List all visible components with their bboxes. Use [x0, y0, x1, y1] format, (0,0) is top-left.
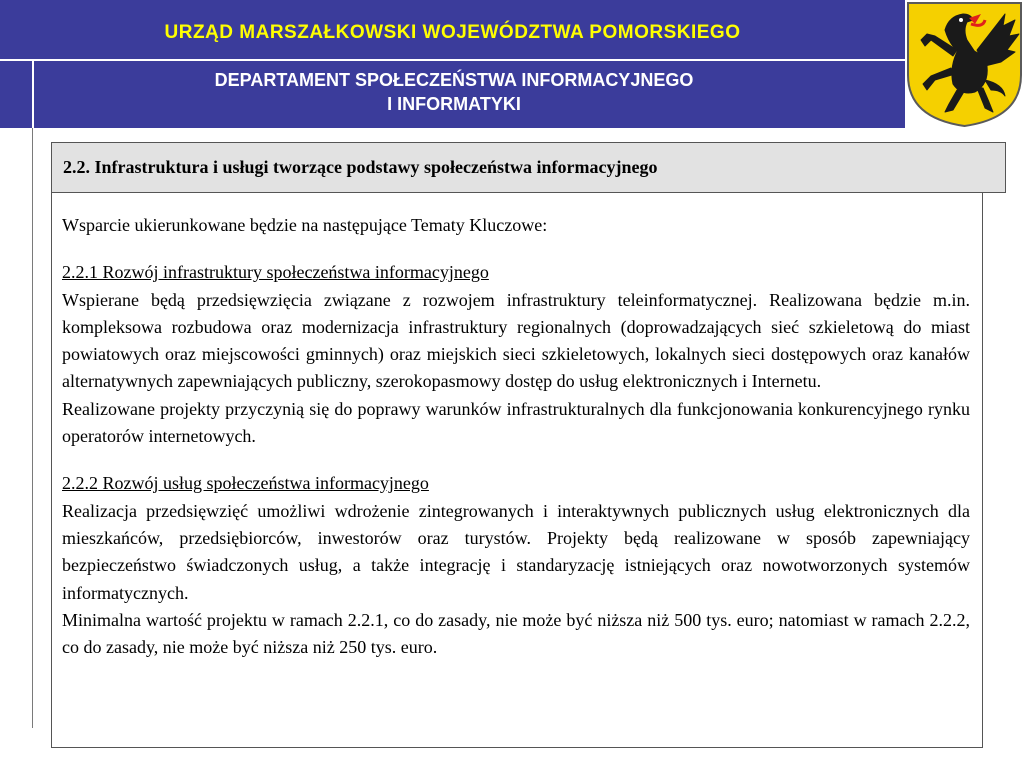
department-title: DEPARTAMENT SPOŁECZEŃSTWA INFORMACYJNEGO I INFORMATYKI — [214, 70, 694, 114]
topic1-paragraph1: Wspierane będą przedsięwzięcia związane z rozwojem infrastruktury teleinformatycznej. Realizowana będzie m.in. kompleksowa rozbudowa oraz modernizacja infrastruktury regionalnych (doprowadzających sieć szkieletową do miast powiatowych oraz miejscowości gminnych) oraz miejskich sieci szkieletowych, lokalnych sieci dostępowych oraz kanałów alternatywnych zapewniających publiczny, szerokopasmowy dostęp do usług elektronicznych i Internetu. — [62, 289, 970, 392]
banner-divider — [0, 59, 905, 61]
intro-paragraph: Wsparcie ukierunkowane będzie na następujące Tematy Kluczowe: — [62, 215, 548, 235]
topic1-paragraph2: Realizowane projekty przyczynią się do poprawy warunków infrastrukturalnych dla funkcjonowania konkurencyjnego rynku operatorów internetowych. — [62, 398, 970, 447]
topic2-heading: 2.2.2 Rozwój usług społeczeństwa informacyjnego — [62, 473, 429, 494]
topic2-paragraph1: Realizacja przedsięwzięć umożliwi wdrożenie zintegrowanych i interaktywnych publicznych usług elektronicznych dla mieszkańców, przedsiębiorców, inwestorów oraz turystów. Projekty będą realizowane w sposób zapewniający bezpieczeństwo świadczonych usług, a także integrację i standaryzację istniejących oraz nowotworzonych systemów informatycznych. — [62, 500, 970, 603]
body-text — [62, 212, 970, 661]
topic2-paragraph2: Minimalna wartość projektu w ramach 2.2.1, co do zasady, nie może być niższa niż 500 tys. euro; natomiast w ramach 2.2.2, co do zasady, nie może być niższa niż 250 tys. euro. — [62, 609, 970, 658]
griffin-crest-icon — [905, 0, 1024, 128]
office-title: URZĄD MARSZAŁKOWSKI WOJEWÓDZTWA POMORSKIEGO — [164, 22, 741, 43]
header-banner — [0, 0, 905, 128]
section-header — [51, 142, 1006, 193]
left-margin-line — [32, 128, 33, 728]
topic1-heading: 2.2.1 Rozwój infrastruktury społeczeństwa informacyjnego — [62, 262, 489, 283]
section-title: 2.2. Infrastruktura i usługi tworzące podstawy społeczeństwa informacyjnego — [63, 157, 658, 177]
